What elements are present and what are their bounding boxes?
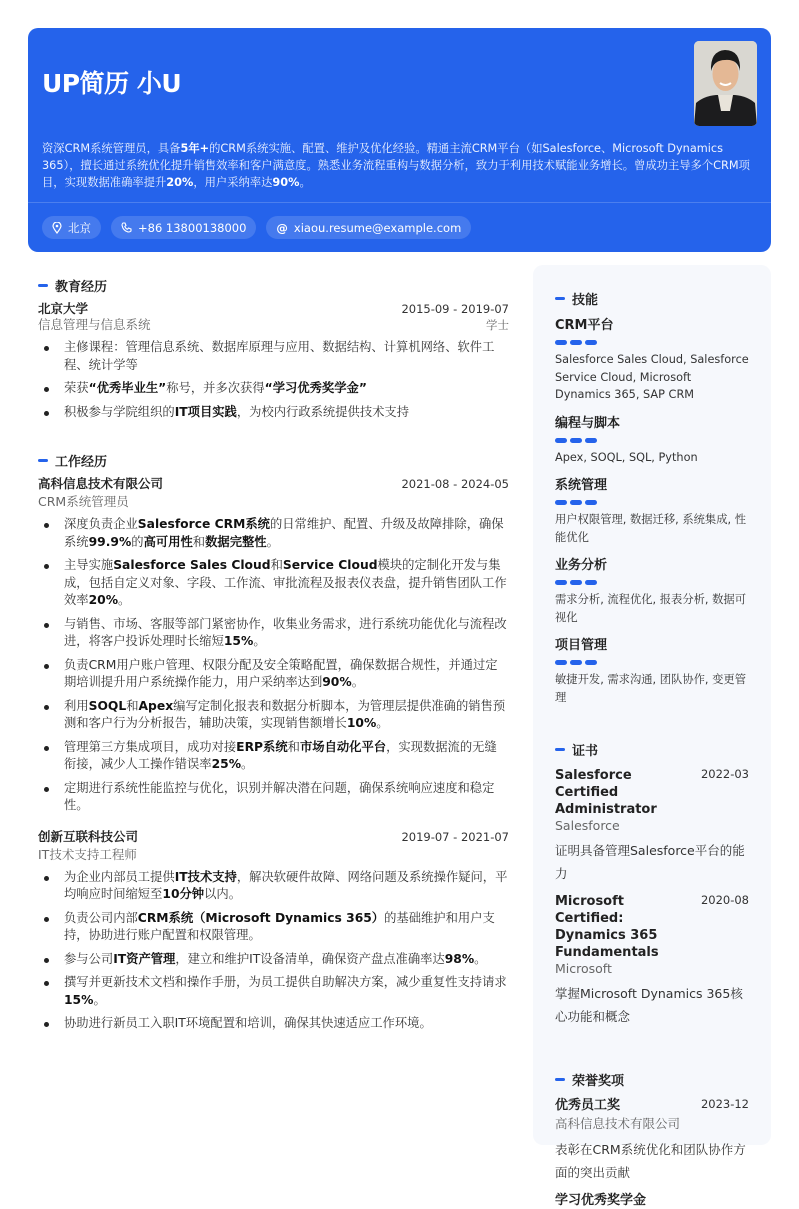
bullet-item — [38, 380, 509, 398]
item-row — [555, 1192, 749, 1209]
job-date: 2021-08 - 2024-05 — [401, 477, 509, 491]
bold-text: 市场自动化平台 — [299, 739, 387, 754]
skill-text: 用户权限管理, 数据迁移, 系统集成, 性能优化 — [555, 513, 747, 544]
bullet-item — [38, 974, 509, 1009]
summary — [42, 140, 757, 191]
item-date: 2022-03 — [700, 767, 749, 781]
bullet-item — [38, 557, 509, 610]
at-icon: @ — [276, 220, 288, 235]
awards-item — [555, 1097, 749, 1184]
bold-text: 20% — [166, 176, 194, 189]
text-segment: 。 — [299, 176, 311, 189]
candidate-name: UP简历 小U — [42, 69, 182, 98]
skill-level — [555, 340, 749, 345]
bullet-item — [38, 951, 509, 969]
level-dot — [555, 340, 567, 345]
text-segment: 与销售、市场、客服等部门紧密协作，收集业务需求，进行系统功能优化与流程改进，将客户投诉处理时长缩短 — [64, 616, 507, 648]
text-segment: 主修课程：管理信息系统、数据库原理与应用、数据结构、计算机网络、软件工程、统计学等 — [64, 340, 495, 372]
text-segment: 。 — [253, 634, 266, 648]
job-entry — [38, 476, 509, 815]
text-segment: 荣获 — [64, 381, 89, 395]
skill-level — [555, 660, 749, 665]
item-name: Salesforce Certified Administrator — [555, 768, 657, 817]
item-row — [555, 767, 749, 818]
major: 信息管理与信息系统 — [38, 317, 151, 332]
level-dot — [585, 660, 597, 665]
location-pin-icon — [52, 222, 62, 234]
text-segment: 。 — [118, 593, 131, 607]
text-segment: 的基础维护和用户支持，协助进行账户配置和权限管理。 — [64, 910, 495, 942]
text-segment: ，用户采纳率达 — [193, 176, 273, 189]
section-heading-certs — [555, 740, 749, 759]
text-segment: 和 — [192, 534, 206, 549]
sidebar — [533, 265, 771, 1208]
text-segment: 。 — [266, 534, 279, 549]
text-segment: ，建立和维护IT设备清单，确保资产盘点准确率达 — [175, 951, 445, 966]
skill-text: Apex, SOQL, SQL, Python — [555, 450, 698, 464]
bullet-item — [38, 739, 509, 774]
bold-text: IT项目实践 — [174, 404, 237, 419]
bold-text: ERP系统 — [236, 739, 288, 754]
text-segment: 资深CRM系统管理员，具备 — [42, 142, 181, 155]
contact-phone[interactable] — [111, 216, 256, 239]
text-segment: 参与公司 — [64, 951, 114, 966]
section-title: 工作经历 — [55, 455, 108, 470]
text-segment: 和 — [287, 739, 300, 754]
bold-text: 数据完整性 — [205, 534, 267, 549]
level-dot — [555, 660, 567, 665]
bullet-item — [38, 780, 509, 815]
text-segment: 的 — [131, 534, 144, 549]
bold-text: 20% — [88, 593, 119, 607]
cert-list — [555, 767, 749, 1028]
skill-item — [555, 474, 749, 546]
main-column — [38, 276, 509, 1039]
certs-item — [555, 767, 749, 885]
location-text: 北京 — [68, 220, 91, 235]
skill-level — [555, 500, 749, 505]
bullet-item — [38, 698, 509, 733]
job-role: CRM系统管理员 — [38, 494, 129, 509]
skill-list — [555, 314, 749, 706]
bullet-item — [38, 516, 509, 551]
skill-text: 需求分析, 流程优化, 报表分析, 数据可视化 — [555, 593, 747, 624]
item-date: 2023-12 — [700, 1097, 749, 1111]
text-segment: 称号，并多次获得 — [166, 381, 265, 395]
job-bullets — [38, 869, 509, 1033]
level-dot — [570, 580, 582, 585]
skill-name: CRM平台 — [555, 318, 614, 333]
level-dot — [585, 340, 597, 345]
item-name: Microsoft Certified: Dynamics 365 Fundamentals — [555, 894, 659, 960]
bold-text: SOQL — [88, 698, 127, 713]
bullet-item — [38, 616, 509, 651]
bold-text: 98% — [444, 951, 475, 966]
awards-item — [555, 1192, 749, 1209]
phone-text: +86 13800138000 — [138, 220, 247, 235]
bold-text: 99.9% — [88, 534, 132, 549]
skill-name: 业务分析 — [555, 558, 608, 573]
level-dot — [570, 660, 582, 665]
heading-bar — [38, 284, 48, 287]
section-title: 技能 — [572, 293, 599, 308]
education-row — [38, 301, 509, 317]
school-name: 北京大学 — [38, 301, 89, 316]
bullet-item — [38, 910, 509, 945]
text-segment: ，解决软硬件故障、网络问题及系统操作疑问，平均响应时间缩短至 — [64, 869, 508, 901]
text-segment: 主导实施 — [64, 558, 114, 572]
section-title: 荣誉奖项 — [572, 1074, 625, 1089]
education-date: 2015-09 - 2019-07 — [401, 302, 509, 316]
text-segment: 模块的定制化开发与集成，包括自定义对象、字段、工作流、审批流程及报表仪表盘，提升销售团队工作效率 — [64, 558, 507, 607]
company-name: 创新互联科技公司 — [38, 828, 139, 844]
skill-item — [555, 314, 749, 404]
bold-text: Service Cloud — [282, 558, 378, 572]
text-segment: 。 — [241, 757, 254, 771]
item-issuer: 高科信息技术有限公司 — [555, 1116, 681, 1131]
skill-level — [555, 580, 749, 585]
phone-icon — [121, 222, 132, 233]
item-description: 表彰在CRM系统优化和团队协作方面的突出贡献 — [555, 1142, 746, 1180]
level-dot — [555, 438, 567, 443]
email-text: xiaou.resume@example.com — [293, 220, 462, 235]
text-segment: 以内。 — [204, 887, 242, 901]
text-segment: 负责公司内部 — [64, 910, 138, 925]
text-segment: 。 — [93, 992, 106, 1007]
text-segment: 。 — [376, 716, 389, 730]
text-segment: 和 — [126, 698, 139, 713]
section-heading-awards — [555, 1070, 749, 1089]
item-issuer: Microsoft — [555, 961, 612, 976]
heading-bar — [555, 1078, 565, 1081]
bold-text: 25% — [211, 757, 242, 771]
heading-bar — [38, 459, 48, 462]
award-list — [555, 1097, 749, 1209]
text-segment: 和 — [270, 558, 283, 572]
item-row — [555, 893, 749, 961]
bullet-item — [38, 869, 509, 904]
bold-text: Salesforce CRM系统 — [137, 517, 270, 531]
bold-text: 10% — [346, 716, 377, 730]
level-dot — [570, 500, 582, 505]
text-segment: 积极参与学院组织的 — [64, 404, 175, 419]
text-segment: ，实现数据流的无缝衔接，减少人工操作错误率 — [64, 739, 497, 771]
heading-bar — [555, 748, 565, 751]
text-segment: 的CRM系统实施、配置、维护及优化经验。精通主流CRM平台（如Salesforce、Microsoft Dynamics 365），擅长通过系统优化提升销售效率和客户满意度。熟悉业务流程重构与数据分析，致力于利用技术赋能业务增长。曾成功主导多个CRM项目，实现数据准确率提升 — [42, 142, 750, 189]
bold-text: 15% — [223, 634, 254, 648]
text-segment: 负责CRM用户账户管理、权限分配及安全策略配置，确保数据合规性，并通过定期培训提升用户系统操作能力，用户采纳率达到 — [64, 657, 498, 689]
skill-item — [555, 554, 749, 626]
section-heading-skills — [555, 289, 749, 308]
bullet-item — [38, 404, 509, 422]
text-segment: 为企业内部员工提供 — [64, 869, 175, 884]
bold-text: Salesforce Sales Cloud — [113, 558, 271, 572]
bullet-item — [38, 1015, 509, 1033]
heading-bar — [555, 297, 565, 300]
job-role: IT技术支持工程师 — [38, 846, 137, 862]
item-name: 学习优秀奖学金 — [555, 1193, 647, 1208]
level-dot — [555, 500, 567, 505]
text-segment: 的日常维护、配置、升级及故障排除，确保系统 — [64, 517, 504, 549]
contact-list — [42, 216, 471, 239]
section-heading-work — [38, 451, 509, 470]
text-segment: 。 — [474, 951, 487, 966]
level-dot — [570, 340, 582, 345]
header-card — [28, 28, 771, 252]
job-entry — [38, 829, 509, 1033]
bullet-item — [38, 339, 509, 374]
bold-text: 5年+ — [180, 142, 210, 155]
job-row — [38, 476, 509, 492]
skill-name: 系统管理 — [555, 478, 608, 493]
bold-text: IT技术支持 — [174, 869, 237, 884]
level-dot — [555, 580, 567, 585]
item-description: 掌握Microsoft Dynamics 365核心功能和概念 — [555, 986, 743, 1024]
degree: 学士 — [486, 318, 509, 332]
text-segment: 。 — [351, 675, 364, 689]
section-heading-education — [38, 276, 509, 295]
job-date: 2019-07 - 2021-07 — [401, 829, 509, 844]
profile-photo — [694, 41, 757, 126]
bullet-item — [38, 657, 509, 692]
divider — [28, 202, 771, 203]
bold-text: IT资产管理 — [113, 951, 176, 966]
level-dot — [585, 500, 597, 505]
level-dot — [585, 580, 597, 585]
section-title: 证书 — [572, 744, 599, 759]
bold-text: 高可用性 — [143, 534, 193, 549]
bold-text: 15% — [64, 992, 94, 1007]
bold-text: “优秀毕业生” — [88, 381, 167, 395]
contact-email[interactable] — [266, 216, 471, 239]
item-description: 证明具备管理Salesforce平台的能力 — [555, 843, 745, 881]
job-list — [38, 476, 509, 1033]
bold-text: Apex — [138, 698, 174, 713]
skill-name: 项目管理 — [555, 638, 608, 653]
job-row — [38, 829, 509, 845]
bold-text: “学习优秀奖学金” — [264, 381, 367, 395]
text-segment: 深度负责企业 — [64, 517, 138, 531]
text-segment: 定期进行系统性能监控与优化，识别并解决潜在问题，确保系统响应速度和稳定性。 — [64, 780, 495, 812]
text-segment: ，为校内行政系统提供技术支持 — [236, 404, 410, 419]
item-issuer: Salesforce — [555, 818, 620, 833]
level-dot — [570, 438, 582, 443]
text-segment: 编写定制化报表和数据分析脚本，为管理层提供准确的销售预测和客户行为分析报告，辅助决策，实现销售额增长 — [64, 698, 506, 730]
company-name: 高科信息技术有限公司 — [38, 476, 164, 491]
job-bullets — [38, 516, 509, 815]
text-segment: 利用 — [64, 698, 89, 713]
item-row — [555, 1097, 749, 1114]
section-title: 教育经历 — [55, 280, 108, 295]
item-name: 优秀员工奖 — [555, 1098, 621, 1113]
bold-text: 90% — [272, 176, 300, 189]
text-segment: 协助进行新员工入职IT环境配置和培训，确保其快速适应工作环境。 — [64, 1016, 432, 1030]
text-segment: 撰写并更新技术文档和操作手册，为员工提供自助解决方案，减少重复性支持请求 — [64, 975, 507, 989]
bold-text: CRM系统（Microsoft Dynamics 365） — [137, 910, 385, 925]
bold-text: 10分钟 — [162, 887, 205, 901]
bold-text: 90% — [322, 675, 352, 689]
skill-text: 敏捷开发, 需求沟通, 团队协作, 变更管理 — [555, 673, 747, 704]
skill-level — [555, 438, 749, 443]
skill-item — [555, 634, 749, 706]
text-segment: 管理第三方集成项目，成功对接 — [64, 739, 237, 754]
level-dot — [585, 438, 597, 443]
skill-name: 编程与脚本 — [555, 415, 621, 431]
certs-item — [555, 893, 749, 1028]
education-row-2 — [38, 317, 509, 333]
item-date: 2020-08 — [700, 893, 749, 907]
contact-location — [42, 216, 101, 239]
skill-text: Salesforce Sales Cloud, Salesforce Service Cloud, Microsoft Dynamics 365, SAP CRM — [555, 353, 749, 401]
skill-item — [555, 412, 749, 467]
education-bullets — [38, 339, 509, 421]
